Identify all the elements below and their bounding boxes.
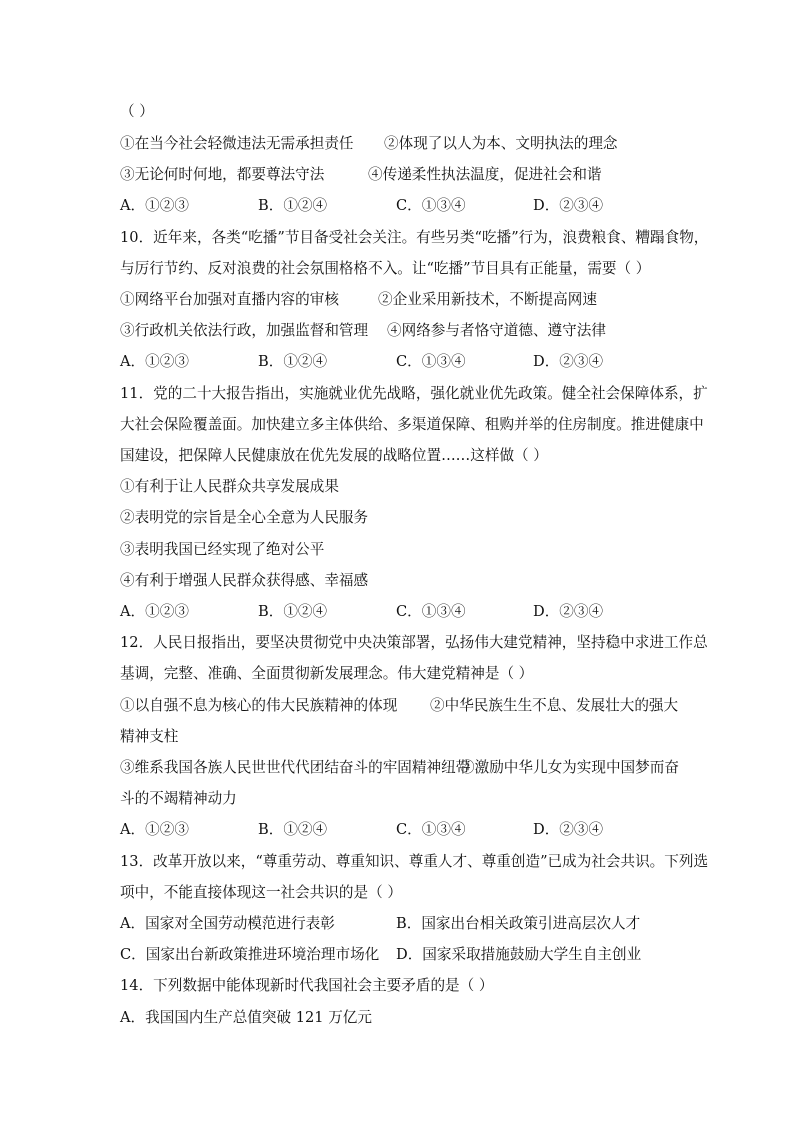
q11-option-3: ③表明我国已经实现了绝对公平: [120, 541, 325, 558]
q13-choice-c: C．国家出台新政策推进环境治理市场化: [120, 946, 380, 963]
q9-choice-c: C．①③④: [396, 197, 466, 214]
q12-option-4: ④激励中华儿女为实现中国梦而奋: [460, 759, 679, 776]
q10-option-3: ③行政机关依法行政，加强监督和管理: [120, 322, 369, 339]
q10-choice-a: A．①②③: [120, 353, 189, 370]
q11-choice-b: B．①②④: [258, 603, 328, 620]
q12-choice-a: A．①②③: [120, 821, 189, 838]
q11-stem-line-2: 大社会保险覆盖面。加快建立多主体供给、多渠道保障、租购并举的住房制度。推进健康中: [120, 416, 704, 433]
q14-stem-line-1: 14．下列数据中能体现新时代我国社会主要矛盾的是（ ）: [120, 977, 494, 994]
q9-choice-b: B．①②④: [258, 197, 328, 214]
q12-option-2: ②中华民族生生不息、发展壮大的强大: [430, 697, 679, 714]
q10-stem-line-1: 10．近年来，各类“吃播”节目备受社会关注。有些另类“吃播”行为，浪费粮食、糟蹋食物，: [120, 229, 709, 246]
q10-choice-d: D．②③④: [533, 353, 604, 370]
q13-stem-line-2: 项中，不能直接体现这一社会共识的是（ ）: [120, 884, 402, 901]
q14-choice-a: A．我国国内生产总值突破 121 万亿元: [120, 1009, 372, 1026]
q9-option-2: ②体现了以人为本、文明执法的理念: [384, 135, 618, 152]
q11-choice-a: A．①②③: [120, 603, 189, 620]
q11-option-1: ①有利于让人民群众共享发展成果: [120, 478, 339, 495]
q12-option-4-cont: 斗的不竭精神动力: [120, 790, 237, 807]
q10-choice-c: C．①③④: [396, 353, 466, 370]
q13-choice-a: A．国家对全国劳动模范进行表彰: [120, 915, 335, 932]
q9-option-4: ④传递柔性执法温度，促进社会和谐: [368, 166, 602, 183]
q9-choice-d: D．②③④: [533, 197, 604, 214]
q11-choice-d: D．②③④: [533, 603, 604, 620]
q12-option-2-cont: 精神支柱: [120, 728, 179, 745]
q10-option-1: ①网络平台加强对直播内容的审核: [120, 291, 339, 308]
q13-choice-d: D．国家采取措施鼓励大学生自主创业: [396, 946, 642, 963]
q9-answer-paren: （ ）: [120, 103, 154, 120]
q10-stem-line-2: 与厉行节约、反对浪费的社会氛围格格不入。让“吃播”节目具有正能量，需要（ ）: [120, 260, 651, 277]
q11-stem-line-1: 11．党的二十大报告指出，实施就业优先战略，强化就业优先政策。健全社会保障体系，扩: [120, 385, 708, 402]
q9-choice-a: A．①②③: [120, 197, 189, 214]
q13-stem-line-1: 13．改革开放以来，“尊重劳动、尊重知识、尊重人才、尊重创造”已成为社会共识。下列选: [120, 853, 709, 870]
q9-option-1: ①在当今社会轻微违法无需承担责任: [120, 135, 354, 152]
q10-option-2: ②企业采用新技术，不断提高网速: [378, 291, 597, 308]
q13-choice-b: B．国家出台相关政策引进高层次人才: [396, 915, 641, 932]
q11-stem-line-3: 国建设，把保障人民健康放在优先发展的战略位置……这样做（ ）: [120, 447, 548, 464]
q12-stem-line-2: 基调，完整、准确、全面贯彻新发展理念。伟大建党精神是（ ）: [120, 665, 534, 682]
q11-option-2: ②表明党的宗旨是全心全意为人民服务: [120, 509, 369, 526]
q11-option-4: ④有利于增强人民群众获得感、幸福感: [120, 572, 369, 589]
q12-stem-line-1: 12．人民日报指出，要坚决贯彻党中央决策部署，弘扬伟大建党精神，坚持稳中求进工作总: [120, 634, 708, 651]
q12-option-3: ③维系我国各族人民世世代代团结奋斗的牢固精神纽带: [120, 759, 471, 776]
q12-option-1: ①以自强不息为核心的伟大民族精神的体现: [120, 697, 398, 714]
q11-choice-c: C．①③④: [396, 603, 466, 620]
q10-choice-b: B．①②④: [258, 353, 328, 370]
q12-choice-c: C．①③④: [396, 821, 466, 838]
q12-choice-d: D．②③④: [533, 821, 604, 838]
q12-choice-b: B．①②④: [258, 821, 328, 838]
q9-option-3: ③无论何时何地，都要尊法守法: [120, 166, 325, 183]
q10-option-4: ④网络参与者恪守道德、遵守法律: [387, 322, 606, 339]
